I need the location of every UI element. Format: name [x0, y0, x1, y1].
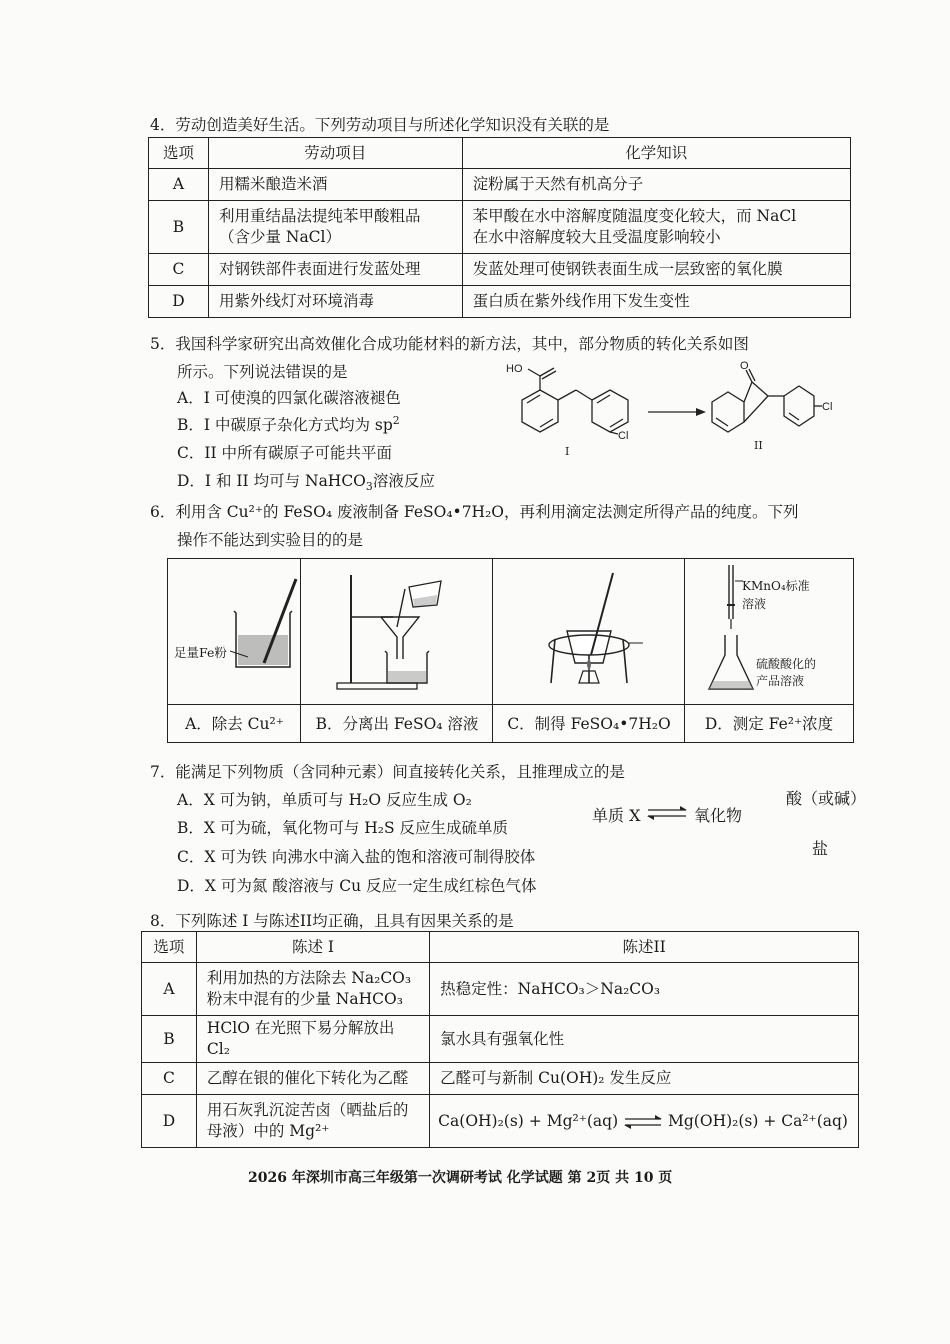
header-option: 选项 — [149, 138, 209, 169]
solution-fill — [238, 635, 288, 665]
funnel — [381, 617, 397, 659]
row-option: C — [142, 1063, 197, 1095]
table-row — [142, 1063, 859, 1095]
row-statement-1: HClO 在光照下易分解放出 Cl₂ — [196, 1016, 429, 1063]
label-o: O — [740, 360, 749, 372]
q7-option-d: D．X 可为氮 酸溶液与 Cu 反应一定生成红棕色气体 — [177, 877, 537, 895]
label-fe-powder: 足量Fe粉 — [174, 645, 227, 660]
arrow-head — [647, 816, 654, 820]
q5-option-d — [177, 469, 435, 493]
row-knowledge-line: 在水中溶解度较大且受温度影响较小 — [472, 228, 721, 246]
arrow-head — [696, 408, 706, 416]
header-statement-1: 陈述 I — [196, 932, 429, 963]
bond-ring-5 — [752, 382, 768, 396]
arrow-head — [655, 1115, 662, 1119]
bond-co — [540, 368, 554, 376]
q5-option-b-text: B．I 中碳原子杂化方式均为 sp — [177, 416, 393, 434]
q7-option-b: B．X 可为硫，氧化物可与 H₂S 反应生成硫单质 — [177, 819, 509, 837]
bond-ring-5 — [744, 396, 768, 422]
header-statement-2: 陈述II — [430, 932, 859, 963]
q5-option-b — [177, 413, 400, 435]
label-kmno4-line2: 溶液 — [742, 597, 767, 611]
bond-oh — [528, 369, 540, 376]
row-statement-1 — [196, 1095, 429, 1148]
page-footer: 2026 年深圳市高三年级第一次调研考试 化学试题 第 2页 共 10 页 — [248, 1170, 673, 1186]
row-option: A — [149, 169, 209, 201]
table-row — [142, 1095, 859, 1148]
q5-option-a: A．I 可使溴的四氯化碳溶液褪色 — [177, 389, 401, 407]
q7-equilibrium-arrow — [646, 805, 688, 821]
statement-line: 粉末中混有的少量 NaHCO₃ — [206, 990, 403, 1008]
row-statement-1 — [196, 963, 429, 1016]
header-labor-item: 劳动项目 — [208, 138, 462, 169]
q7-option-a: A．X 可为钠，单质可与 H₂O 反应生成 O₂ — [177, 791, 472, 809]
sample-solution — [709, 681, 753, 689]
bond-bridge-2 — [576, 390, 592, 400]
row-knowledge-line: 苯甲酸在水中溶解度随温度变化较大，而 NaCl — [472, 207, 797, 225]
row-item-line: 利用重结晶法提纯苯甲酸粗品 — [218, 207, 421, 225]
bond-ring-5 — [744, 382, 752, 402]
double-bond — [716, 418, 728, 426]
evaporation-apparatus — [493, 559, 685, 704]
table-row — [149, 286, 851, 318]
label-cl: Cl — [822, 401, 833, 413]
row-knowledge: 发蓝处理可使钢铁表面生成一层致密的氧化膜 — [462, 254, 850, 286]
row-statement-2: 热稳定性：NaHCO₃＞Na₂CO₃ — [430, 963, 859, 1016]
table-header-row — [149, 138, 851, 169]
q6-stem-line2: 操作不能达到实验目的的是 — [177, 531, 364, 549]
q5-option-d-tail: 溶液反应 — [372, 472, 435, 490]
bond-co-double — [542, 371, 556, 379]
q7-salt: 盐 — [812, 839, 829, 858]
row-option: B — [149, 201, 209, 254]
statement-line: 利用加热的方法除去 Na₂CO₃ — [206, 969, 412, 987]
q7-single-x: 单质 X — [592, 806, 641, 825]
row-option: B — [142, 1016, 197, 1063]
caption-c: C．制得 FeSO₄•7H₂O — [507, 715, 671, 733]
q7-stem: 7．能满足下列物质（含同种元素）间直接转化关系，且推理成立的是 — [150, 763, 625, 781]
beaker-fe-apparatus — [168, 559, 301, 704]
label-sample-line1: 硫酸酸化的 — [756, 657, 817, 671]
q7-acid-base: 酸（或碱） — [786, 789, 867, 808]
q5-option-d-sub: 3 — [365, 480, 373, 494]
glass-rod — [397, 589, 405, 627]
q5-option-c: C．II 中所有碳原子可能共平面 — [177, 444, 393, 462]
row-knowledge: 淀粉属于天然有机高分子 — [462, 169, 850, 201]
header-chem-knowledge: 化学知识 — [462, 138, 850, 169]
row-statement-2: 乙醛可与新制 Cu(OH)₂ 发生反应 — [430, 1063, 859, 1095]
label-ho: HO — [506, 363, 523, 375]
label-sample-line2: 产品溶液 — [756, 674, 805, 688]
q5-reaction-diagram — [500, 360, 850, 460]
filtration-apparatus — [301, 559, 493, 704]
arrow-head — [680, 806, 687, 810]
row-option: D — [149, 286, 209, 318]
q6-apparatus-grid — [167, 558, 854, 743]
row-statement-2: 氯水具有强氧化性 — [430, 1016, 859, 1063]
q6-stem-line1: 6．利用含 Cu²⁺的 FeSO₄ 废液制备 FeSO₄•7H₂O，再利用滴定法测定所得产品的纯度。下列 — [150, 503, 799, 521]
q8-stem: 8．下列陈述 I 与陈述II均正确，且具有因果关系的是 — [150, 912, 514, 930]
statement-line: 用石灰乳沉淀苦卤（晒盐后的 — [206, 1101, 409, 1119]
caption-b: B．分离出 FeSO₄ 溶液 — [315, 715, 479, 733]
q5-stem-line2: 所示。下列说法错误的是 — [177, 363, 348, 381]
row-item — [208, 201, 462, 254]
caption-a: A．除去 Cu²⁺ — [185, 715, 284, 733]
conical-flask — [709, 635, 753, 689]
stand-base — [337, 683, 417, 689]
q7-option-c: C．X 可为铁 向沸水中滴入盐的饱和溶液可制得胶体 — [177, 848, 536, 866]
row-knowledge: 蛋白质在紫外线作用下发生变性 — [462, 286, 850, 318]
table-row — [142, 963, 859, 1016]
bond-bridge-1 — [558, 390, 576, 400]
statement-line: 母液）中的 Mg²⁺ — [206, 1122, 330, 1140]
row-item: 对钢铁部件表面进行发蓝处理 — [208, 254, 462, 286]
row-statement-2 — [430, 1095, 859, 1148]
equilibrium-arrow — [623, 1115, 663, 1129]
bond-cl — [610, 432, 618, 434]
table-row — [149, 201, 851, 254]
caption-d: D．测定 Fe²⁺浓度 — [704, 715, 834, 733]
table-row — [149, 169, 851, 201]
benzene-ring-2 — [592, 390, 628, 432]
label-kmno4-line1: KMnO₄标准 — [742, 579, 810, 593]
compound-ii-structure — [712, 369, 822, 432]
table-row — [142, 1016, 859, 1063]
row-item: 用紫外线灯对环境消毒 — [208, 286, 462, 318]
q4-table — [148, 137, 851, 318]
row-knowledge — [462, 201, 850, 254]
row-statement-1: 乙醇在银的催化下转化为乙醛 — [196, 1063, 429, 1095]
q8-table — [141, 931, 859, 1148]
q4-stem: 4．劳动创造美好生活。下列劳动项目与所述化学知识没有关联的是 — [150, 116, 610, 134]
row-item: 用糯米酿造米酒 — [208, 169, 462, 201]
row-item-line: （含少量 NaCl） — [218, 228, 342, 246]
table-header-row — [142, 932, 859, 963]
double-bond — [789, 413, 799, 420]
label-compound-i: I — [565, 445, 570, 458]
row-option: D — [142, 1095, 197, 1148]
q5-option-b-sup: 2 — [392, 413, 400, 427]
q5-option-d-text: D．I 和 II 均可与 NaHCO — [177, 472, 366, 490]
label-cl: Cl — [618, 430, 629, 442]
equation-right: Mg(OH)₂(s) + Ca²⁺(aq) — [668, 1111, 848, 1130]
header-option: 选项 — [142, 932, 197, 963]
q7-oxide: 氧化物 — [694, 806, 743, 825]
compound-i-structure — [522, 368, 628, 434]
arrow-head — [624, 1125, 631, 1129]
row-option: C — [149, 254, 209, 286]
label-compound-ii: II — [754, 439, 763, 452]
row-option: A — [142, 963, 197, 1016]
q5-stem-line1: 5．我国科学家研究出高效催化合成功能材料的新方法，其中，部分物质的转化关系如图 — [150, 335, 749, 353]
equation-left: Ca(OH)₂(s) + Mg²⁺(aq) — [438, 1111, 619, 1130]
benzene-ring-1 — [522, 390, 558, 432]
filtrate — [388, 671, 426, 682]
table-row — [149, 254, 851, 286]
